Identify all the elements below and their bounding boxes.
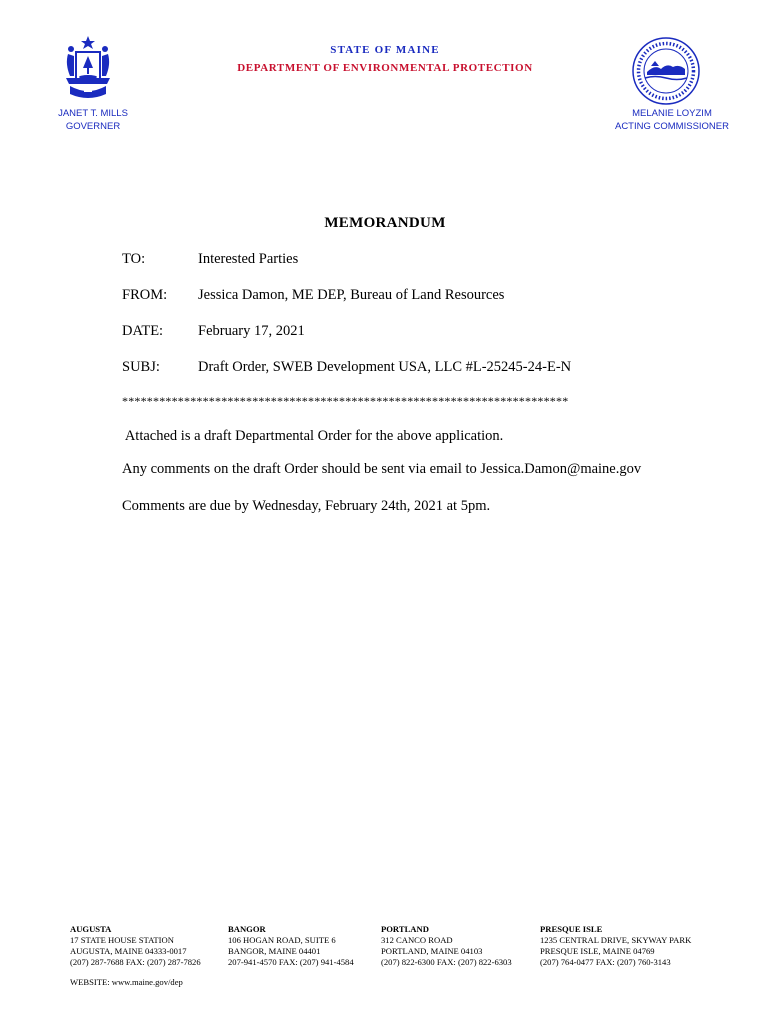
office-phone: (207) 764-0477 FAX: (207) 760-3143 xyxy=(540,957,671,967)
office-bangor xyxy=(228,924,354,968)
office-phone: (207) 822-6300 FAX: (207) 822-6303 xyxy=(381,957,512,967)
to-value: Interested Parties xyxy=(198,251,299,267)
office-phone: 207-941-4570 FAX: (207) 941-4584 xyxy=(228,957,354,967)
date-value: February 17, 2021 xyxy=(198,323,305,339)
commissioner-block xyxy=(610,108,734,133)
state-heading: STATE OF MAINE xyxy=(330,44,440,56)
date-label: DATE: xyxy=(122,323,164,339)
dep-seal xyxy=(631,36,701,106)
office-address: 106 HOGAN ROAD, SUITE 6 xyxy=(228,935,336,945)
memo-title: MEMORANDUM xyxy=(324,215,446,231)
office-city: BANGOR, MAINE 04401 xyxy=(228,946,321,956)
office-address: 1235 CENTRAL DRIVE, SKYWAY PARK xyxy=(540,935,692,945)
office-address: 17 STATE HOUSE STATION xyxy=(70,935,174,945)
office-name: AUGUSTA xyxy=(70,924,112,934)
department-heading: DEPARTMENT OF ENVIRONMENTAL PROTECTION xyxy=(237,62,533,74)
paragraph-comments-email: Any comments on the draft Order should be sent via email to Jessica.Damon@maine.gov xyxy=(122,461,642,477)
commissioner-title: ACTING COMMISSIONER xyxy=(614,120,729,132)
subject-value: Draft Order, SWEB Development USA, LLC #L-25245-24-E-N xyxy=(198,359,572,375)
website-link[interactable]: WEBSITE: www.maine.gov/dep xyxy=(70,977,183,987)
paragraph-due-date: Comments are due by Wednesday, February 24th, 2021 at 5pm. xyxy=(122,498,491,514)
office-city: AUGUSTA, MAINE 04333-0017 xyxy=(70,946,187,956)
commissioner-name: MELANIE LOYZIM xyxy=(632,108,712,119)
office-name: PRESQUE ISLE xyxy=(540,924,603,934)
office-name: BANGOR xyxy=(228,924,266,934)
separator-line: ************************************************************************ xyxy=(122,394,569,408)
office-augusta xyxy=(70,924,201,968)
office-city: PORTLAND, MAINE 04103 xyxy=(381,946,483,956)
office-presque-isle xyxy=(540,924,691,968)
office-name: PORTLAND xyxy=(381,924,429,934)
governor-title: GOVERNER xyxy=(65,120,121,132)
subject-label: SUBJ: xyxy=(122,359,160,375)
office-city: PRESQUE ISLE, MAINE 04769 xyxy=(540,946,655,956)
governor-block xyxy=(58,108,128,133)
office-address: 312 CANCO ROAD xyxy=(381,935,453,945)
office-phone: (207) 287-7688 FAX: (207) 287-7826 xyxy=(70,957,201,967)
paragraph-attached: Attached is a draft Departmental Order for the above application. xyxy=(122,428,504,444)
governor-name: JANET T. MILLS xyxy=(58,108,128,119)
office-portland xyxy=(381,924,512,968)
from-label: FROM: xyxy=(122,287,168,303)
to-label: TO: xyxy=(122,251,146,267)
from-value: Jessica Damon, ME DEP, Bureau of Land Resources xyxy=(198,287,505,303)
